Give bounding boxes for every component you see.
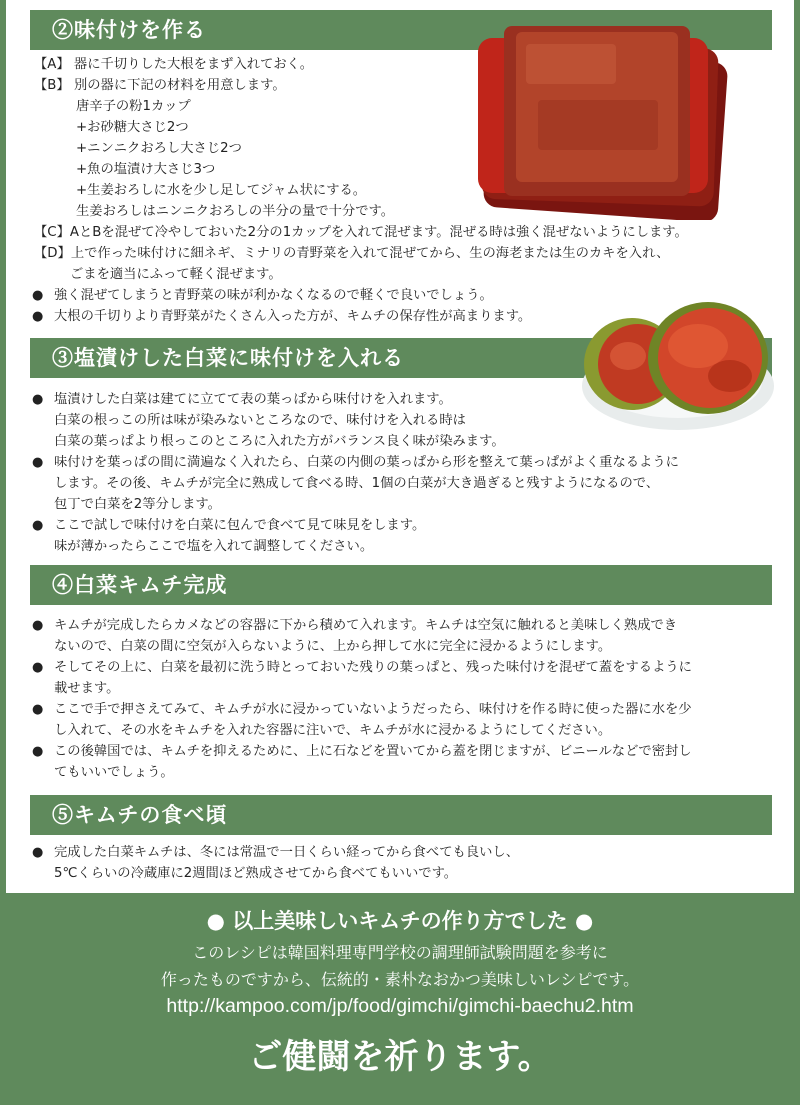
s2-line-d-cont: ごまを適当にふって軽く混ぜます。: [70, 267, 282, 282]
s2-line-d: 【D】上で作った味付けに細ネギ、ミナリの青野菜を入れて混ぜてから、生の海老または生のカキを入れ、: [34, 246, 670, 261]
footer-description: [0, 939, 800, 993]
bullet-icon: ●: [32, 845, 44, 860]
s3-b3-l1: ここで試しで味付けを白菜に包んで食べて見て味見をします。: [54, 518, 426, 533]
s2-ingredient-3: +ニンニクおろし大さじ2つ: [76, 141, 242, 156]
kimchi-plate-image: [580, 286, 776, 434]
s2-ingredient-4: +魚の塩漬け大さじ3つ: [76, 162, 216, 177]
section-3-header: ③塩漬けした白菜に味付けを入れる: [30, 338, 772, 378]
s4-b1-l2: ないので、白菜の間に空気が入らないように、上から押して水に完全に浸かるようにします。: [54, 639, 612, 654]
bullet-icon: ●: [32, 618, 44, 633]
s3-b1-l3: 白菜の葉っぱより根っこのところに入れた方がバランス良く味が染みます。: [54, 434, 505, 449]
s5-b1-l1: 完成した白菜キムチは、冬には常温で一日くらい経ってから食べても良いし、: [54, 845, 519, 860]
s2-ingredient-1: 唐辛子の粉1カップ: [76, 99, 191, 114]
section-2-header: ②味付けを作る: [30, 10, 772, 50]
s2-note: 生姜おろしはニンニクおろしの半分の量で十分です。: [76, 204, 395, 219]
bullet-icon: ●: [32, 702, 44, 717]
bullet-icon: ●: [32, 518, 44, 533]
footer-url-link[interactable]: http://kampoo.com/jp/food/gimchi/gimchi-baechu2.htm: [166, 995, 634, 1017]
s3-b1-l1: 塩漬けした白菜は建てに立てて表の葉っぱから味付けを入れます。: [54, 392, 452, 407]
s3-b2-l3: 包丁で白菜を2等分します。: [54, 497, 221, 512]
sauce-bag-image: [478, 20, 740, 220]
s4-b3-l2: し入れて、その水をキムチを入れた容器に注いで、キムチが水に浸かるようにしてください。: [54, 723, 612, 738]
s2-ingredient-5: +生姜おろしに水を少し足してジャム状にする。: [76, 183, 367, 198]
s2-bullet-1: 強く混ぜてしまうと青野菜の味が利かなくなるので軽くで良いでしょう。: [54, 288, 493, 303]
footer-closing: ご健闘を祈ります。: [248, 1037, 552, 1077]
s4-b2-l2: 載せます。: [54, 681, 120, 696]
bullet-icon: ●: [32, 309, 44, 324]
section-5-header: ⑤キムチの食べ頃: [30, 795, 772, 835]
bullet-icon: ●: [32, 288, 44, 303]
s4-b4-l2: てもいいでしょう。: [54, 765, 174, 780]
s3-b3-l2: 味が薄かったらここで塩を入れて調整してください。: [54, 539, 374, 554]
footer-desc-line-1: このレシピは韓国料理専門学校の調理師試験問題を参考に: [192, 943, 608, 962]
s3-b2-l1: 味付けを葉っぱの間に満遍なく入れたら、白菜の内側の葉っぱから形を整えて葉っぱがよく重なるように: [54, 455, 679, 470]
s2-line-a: 【A】 器に千切りした大根をまず入れておく。: [34, 57, 313, 72]
footer-desc-line-2: 作ったものですから、伝統的・素朴なおかつ美味しいレシピです。: [160, 970, 640, 989]
footer-headline: ● 以上美味しいキムチの作り方でした ●: [206, 909, 594, 933]
s2-bullet-2: 大根の千切りより青野菜がたくさん入った方が、キムチの保存性が高まります。: [54, 309, 532, 324]
bullet-icon: ●: [32, 660, 44, 675]
s2-ingredient-2: +お砂糖大さじ2つ: [76, 120, 189, 135]
s4-b1-l1: キムチが完成したらカメなどの容器に下から積めて入れます。キムチは空気に触れると美味しく熟成でき: [54, 618, 678, 633]
s2-line-c: 【C】AとBを混ぜて冷やしておいた2分の1カップを入れて混ぜます。混ぜる時は強く混ぜないようにします。: [34, 225, 688, 240]
s4-b4-l1: この後韓国では、キムチを抑えるために、上に石などを置いてから蓋を閉じますが、ビニールなどで密封し: [54, 744, 692, 759]
s2-line-b: 【B】 別の器に下記の材料を用意します。: [34, 78, 286, 93]
bullet-icon: ●: [32, 392, 44, 407]
section-4-header: ④白菜キムチ完成: [30, 565, 772, 605]
s3-b2-l2: します。その後、キムチが完全に熟成して食べる時、1個の白菜が大き過ぎると残すようになるので、: [54, 476, 660, 491]
footer-banner: [0, 893, 800, 1105]
s3-b1-l2: 白菜の根っこの所は味が染みないところなので、味付けを入れる時は: [54, 413, 466, 428]
bullet-icon: ●: [32, 455, 44, 470]
s5-b1-l2: 5℃くらいの冷蔵庫に2週間ほど熟成させてから食べてもいいです。: [54, 866, 458, 881]
s4-b3-l1: ここで手で押さえてみて、キムチが水に浸かっていないようだったら、味付けを作る時に使った器に水を少: [54, 702, 692, 717]
bullet-icon: ●: [32, 744, 44, 759]
s4-b2-l1: そしてその上に、白菜を最初に洗う時とっておいた残りの葉っぱと、残った味付けを混ぜて蓋をするように: [54, 660, 692, 675]
